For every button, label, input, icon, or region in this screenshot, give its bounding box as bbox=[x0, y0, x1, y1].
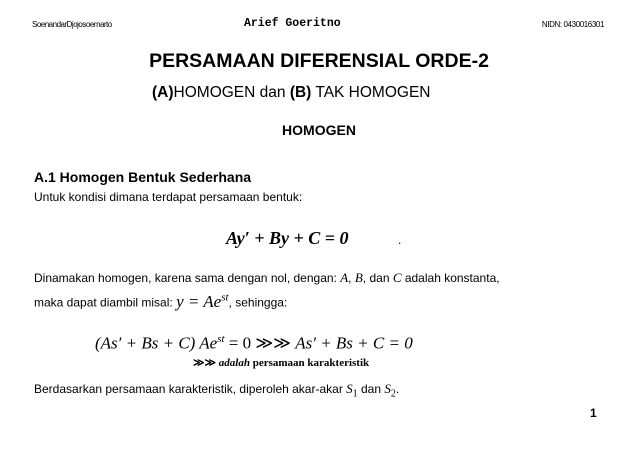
subtitle-a-text: HOMOGEN dan bbox=[173, 84, 290, 101]
subtitle-b-label: (B) bbox=[289, 84, 312, 101]
root-s2-base: S bbox=[384, 381, 391, 396]
section-heading: HOMOGEN bbox=[282, 122, 356, 138]
paragraph-homogeneous-tail: adalah konstanta, bbox=[401, 271, 500, 285]
characteristic-right: As′ + Bs + C = 0 bbox=[295, 333, 413, 353]
equation-period: . bbox=[398, 233, 402, 247]
constant-b: B bbox=[354, 270, 363, 285]
paragraph-homogeneous bbox=[34, 270, 500, 286]
root-s2-sub: 2 bbox=[390, 388, 396, 400]
root-s1-sub: 1 bbox=[352, 388, 358, 400]
note-rest: persamaan karakteristik bbox=[249, 357, 370, 369]
paragraph-roots bbox=[34, 381, 399, 400]
characteristic-exponent: st bbox=[217, 333, 225, 345]
root-s1-base: S bbox=[346, 381, 353, 396]
paragraph-assumption-tail: , sehingga: bbox=[228, 295, 288, 310]
constant-a: A bbox=[340, 270, 349, 285]
constant-c: C bbox=[392, 270, 402, 285]
root-s1 bbox=[346, 381, 358, 400]
subsection-heading: A.1 Homogen Bentuk Sederhana bbox=[34, 169, 252, 185]
subtitle-b-text: TAK HOMOGEN bbox=[311, 84, 431, 101]
roots-end: . bbox=[395, 382, 400, 396]
characteristic-mid: = 0 ≫≫ bbox=[224, 333, 296, 353]
header-center-name: Arief Goeritno bbox=[244, 17, 341, 30]
header-nidn: NIDN: 0430016301 bbox=[541, 20, 604, 29]
assumption-equation-exponent: st bbox=[221, 291, 229, 303]
note-arrows: ≫≫ bbox=[193, 357, 219, 369]
document-subtitle bbox=[152, 84, 430, 102]
document-title: PERSAMAAN DIFERENSIAL ORDE-2 bbox=[149, 50, 489, 72]
characteristic-note bbox=[193, 356, 369, 369]
subtitle-a-label: (A) bbox=[152, 84, 174, 101]
equation-differential: Ay′ + By + C = 0 bbox=[226, 228, 349, 248]
assumption-equation-base: y = Ae bbox=[176, 291, 222, 311]
characteristic-left: (As′ + Bs + C) Ae bbox=[95, 333, 218, 353]
equation-characteristic bbox=[95, 333, 413, 354]
paragraph-assumption-text: maka dapat diambil misal: bbox=[34, 295, 177, 310]
root-s2 bbox=[384, 381, 396, 400]
paragraph-roots-text: Berdasarkan persamaan karakteristik, diperoleh akar-akar bbox=[34, 382, 347, 396]
header-author: SoenandarDjojosoemarto bbox=[32, 20, 112, 29]
intro-paragraph: Untuk kondisi dimana terdapat persamaan bentuk: bbox=[34, 190, 303, 204]
paragraph-homogeneous-text: Dinamakan homogen, karena sama dengan nol, dengan: bbox=[34, 271, 341, 285]
assumption-equation bbox=[176, 292, 228, 311]
note-italic: adalah bbox=[218, 357, 250, 369]
separator-1: , bbox=[348, 271, 355, 285]
roots-and: dan bbox=[357, 382, 385, 396]
separator-2: , dan bbox=[362, 271, 393, 285]
paragraph-assumption bbox=[34, 291, 287, 312]
page-number: 1 bbox=[590, 406, 597, 420]
